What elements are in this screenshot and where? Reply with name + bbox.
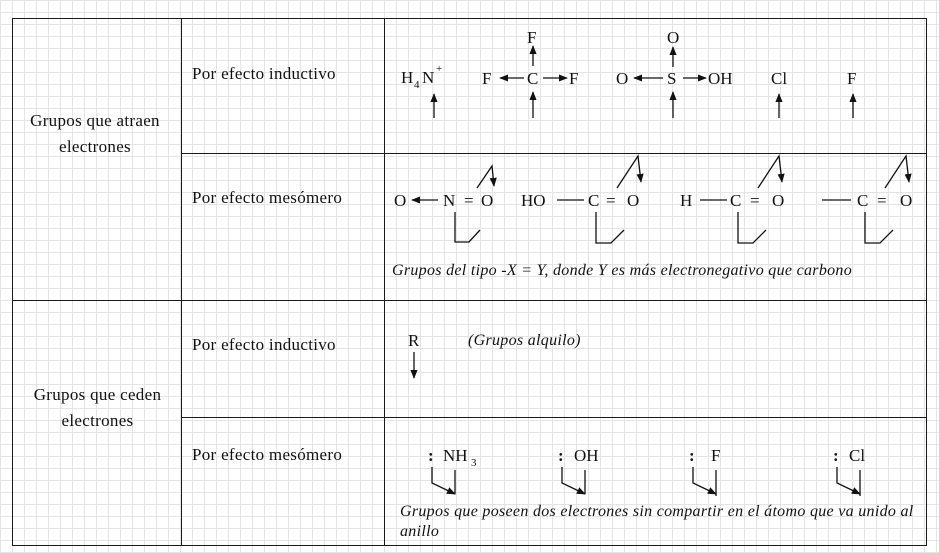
cooh-equals: = (606, 191, 616, 210)
cf3-F-right: F (569, 69, 579, 88)
no2-N: N (443, 191, 456, 210)
cho-O: O (772, 191, 785, 210)
nh3-lone-pair-arrow (432, 467, 455, 494)
co-C: C (857, 191, 869, 210)
co-equals: = (877, 191, 887, 210)
so3-O-top: O (667, 28, 680, 47)
cho-curved-arrow-top (758, 156, 782, 188)
nh3-NH: NH (443, 446, 468, 465)
nh4-charge: + (436, 63, 443, 75)
donor-Cl: Cl (849, 446, 866, 465)
oh-lone-pair: : (558, 446, 564, 465)
no2-equals: = (464, 191, 474, 210)
cl-lone-pair-arrow (837, 467, 860, 494)
cf3-F-left: F (482, 69, 492, 88)
donor-F: F (711, 446, 721, 465)
so3-OH: OH (708, 69, 733, 88)
no2-O-right: O (481, 191, 494, 210)
attract-mesomeric-label: Por efecto mesómero (192, 188, 343, 207)
donor-OH: OH (574, 446, 599, 465)
nh4-H: H (401, 68, 414, 87)
nh4-subscript: 4 (414, 79, 420, 91)
cooh-O: O (627, 191, 640, 210)
cooh-HO: HO (521, 191, 546, 210)
oh-lone-pair-arrow (562, 467, 585, 494)
cooh-curved-arrow-bottom (596, 212, 624, 243)
cho-C: C (730, 191, 742, 210)
cf3-F-top: F (527, 28, 537, 47)
donate-mesomeric-caption: Grupos que poseen dos electrones sin compartir en el átomo que va unido al anillo (400, 503, 914, 540)
co-O: O (900, 191, 913, 210)
alkyl-groups-caption: (Grupos alquilo) (468, 332, 581, 349)
cooh-C: C (588, 191, 600, 210)
cho-curved-arrow-bottom (738, 212, 766, 243)
cl-lone-pair: : (833, 446, 839, 465)
attract-mesomeric-caption: Grupos del tipo -X = Y, donde Y es más electronegativo que carbono (392, 262, 853, 279)
so3-O-left: O (616, 69, 629, 88)
so3-S: S (667, 69, 677, 88)
f-lone-pair: : (689, 446, 695, 465)
nh4-N: N (422, 68, 435, 87)
cooh-curved-arrow-top (617, 156, 641, 188)
no2-curved-arrow-bottom (455, 212, 480, 242)
alkyl-R: R (408, 331, 420, 350)
nh3-lone-pair: : (428, 446, 434, 465)
nh3-subscript: 3 (471, 457, 477, 469)
co-curved-arrow-top (885, 156, 909, 188)
cho-equals: = (750, 191, 760, 210)
f-lone-pair-arrow (693, 467, 716, 494)
co-curved-arrow-bottom (865, 212, 893, 243)
cho-H: H (680, 191, 693, 210)
no2-O-left: O (394, 191, 407, 210)
no2-curved-arrow-top (477, 166, 494, 188)
inductive-Cl: Cl (771, 69, 788, 88)
cf3-C: C (527, 69, 539, 88)
donate-inductive-label: Por efecto inductivo (192, 335, 336, 354)
donate-group-label: Grupos que ceden electrones (33, 385, 162, 430)
inductive-F: F (847, 69, 857, 88)
donate-mesomeric-label: Por efecto mesómero (192, 445, 343, 464)
attract-inductive-label: Por efecto inductivo (192, 64, 336, 83)
attract-group-label: Grupos que atraen electrones (30, 111, 160, 156)
